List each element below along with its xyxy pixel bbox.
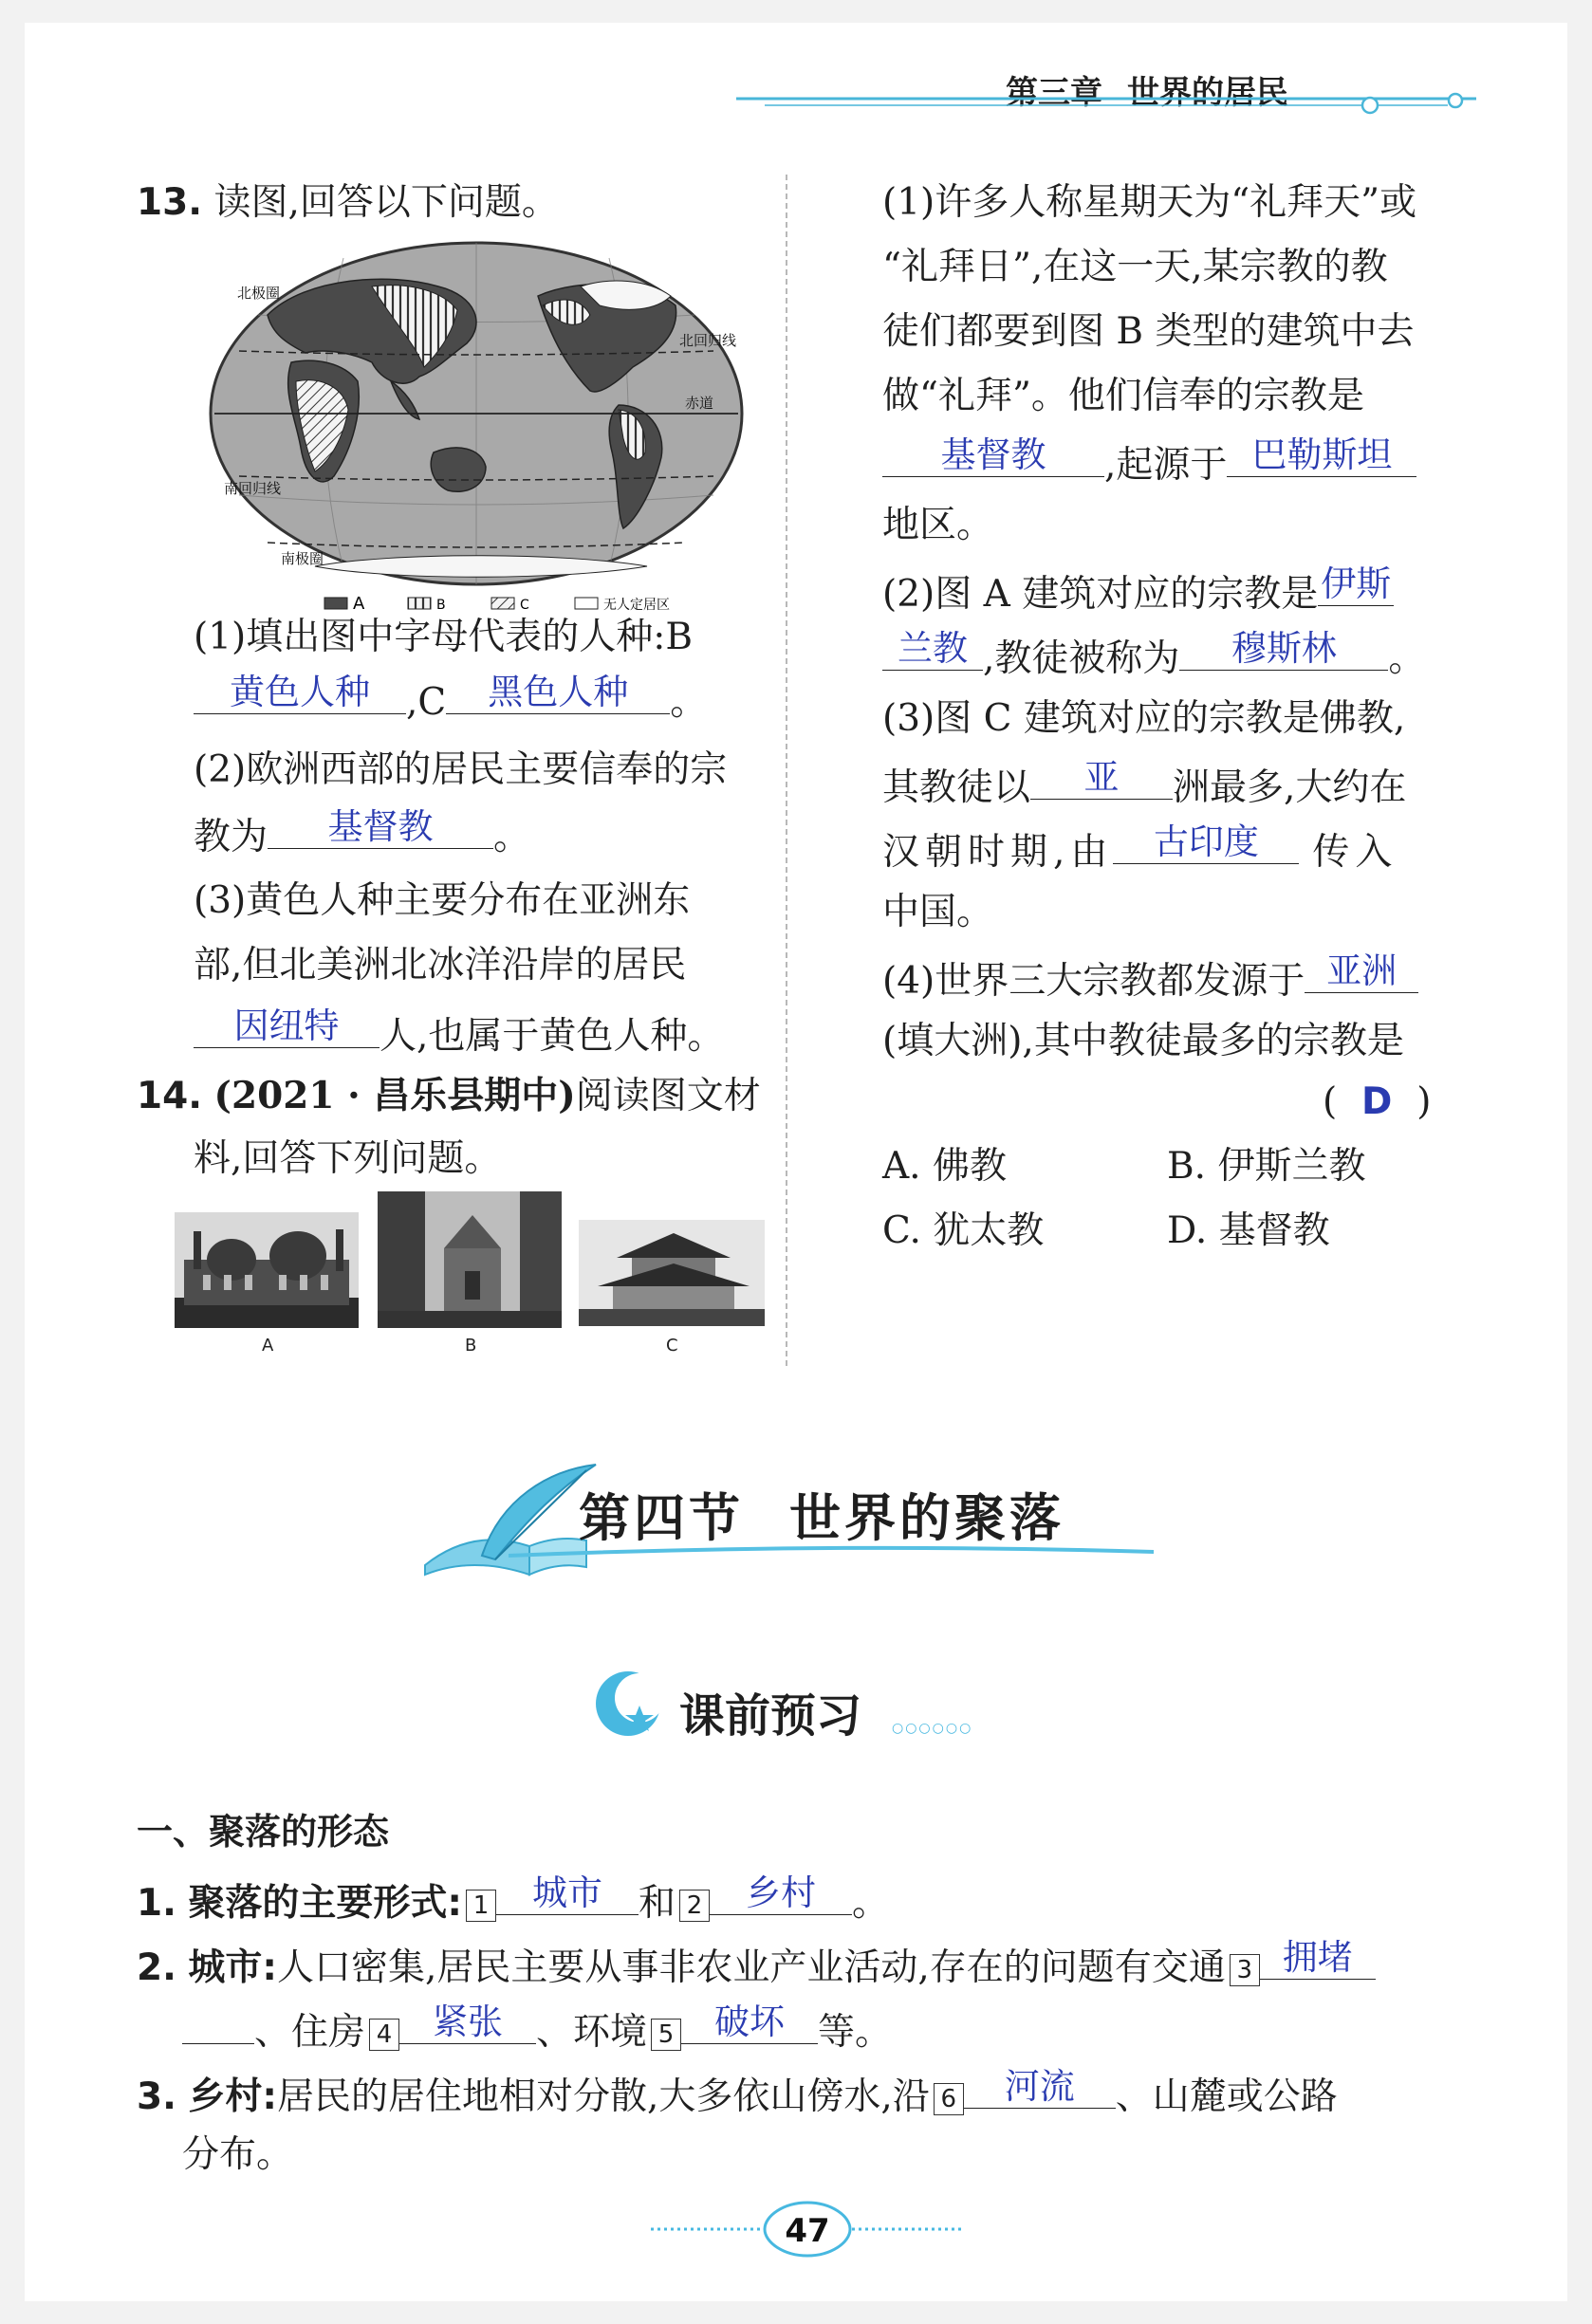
photo-a-label: A [262,1336,274,1356]
q14-number: 14. [137,1075,203,1117]
answer-blank-religion[interactable] [268,806,493,849]
item1-number: 1. [137,1882,176,1925]
section-underline [509,1544,1154,1563]
choice-paren-right: ) [1416,1080,1432,1123]
q14-part1-text1: (1)许多人称星期天为“礼拜天”或 [882,181,1417,224]
q14-part1-line4 [882,375,1364,417]
q14-stem-line1 [137,1074,761,1117]
answer-3: 拥堵 [1282,1937,1353,1978]
photo-c-label: C [666,1336,678,1356]
preview-badge-icon [594,1666,670,1742]
answer-blank-palestine[interactable] [1227,434,1416,477]
answer-blank-c[interactable] [446,672,670,714]
legend-none: 无人定居区 [603,598,670,613]
answer-blank-1[interactable] [496,1872,639,1915]
item2-environment: 、环境 [536,2011,648,2054]
item3-number: 3. [137,2075,176,2118]
q14-part3-line1 [882,697,1406,740]
map-label-antarctic: 南极圈 [281,550,324,567]
q13-part1-line2 [194,672,708,724]
page-number: 47 [785,2212,830,2250]
answer-india: 古印度 [1153,821,1259,862]
q14-part4-text2: (填大洲),其中教徒最多的宗教是 [882,1020,1404,1062]
item3-text: 居民的居住地相对分散,大多依山傍水,沿 [276,2075,930,2118]
blank-number-5: 5 [651,2019,681,2051]
map-legend [324,594,670,614]
answer-blank-christianity[interactable] [882,434,1104,477]
q14-part2-line2 [882,628,1426,680]
legend-b: B [436,598,446,613]
q13-part2-line2 [194,806,531,858]
preview-dots: ○○○○○○ [892,1721,973,1736]
q14-part3-line4 [882,891,994,933]
q14-part2-end: 。 [1388,637,1426,680]
q14-stem-text1: 阅读图文材 [575,1075,761,1117]
option-c[interactable]: C. 犹太教 [882,1209,1045,1252]
q14-part1-line6 [882,504,994,546]
q14-part4-pre: (4)世界三大宗教都发源于 [882,960,1305,1003]
answer-blank-inuit[interactable] [194,1005,379,1048]
blank-number-2: 2 [679,1890,710,1922]
q13-part2-end: 。 [493,816,531,858]
option-b[interactable]: B. 伊斯兰教 [1167,1145,1366,1188]
q13-part3-text1: (3)黄色人种主要分布在亚洲东 [194,879,691,922]
item1-line [137,1872,889,1925]
q14-part2-text: (2)图 A 建筑对应的宗教是 [882,573,1319,616]
column-divider [786,175,787,1366]
world-race-map [201,239,751,617]
q14-source: (2021 · 昌乐县期中) [213,1074,576,1117]
section-heading [579,1478,1064,1551]
answer-blank-5[interactable] [681,2001,818,2044]
q14-part1-mid: ,起源于 [1104,444,1228,487]
answer-christianity: 基督教 [940,434,1046,475]
answer-blank-2[interactable] [710,1872,852,1915]
answer-c: 黑色人种 [488,672,629,712]
workbook-page [25,23,1567,2301]
choice-bracket[interactable] [1323,1080,1432,1123]
answer-blank-4[interactable] [399,2001,536,2044]
answer-1: 城市 [531,1872,602,1913]
answer-blank-b[interactable] [194,672,406,714]
q14-part1-text4: 做“礼拜”。他们信奉的宗教是 [882,375,1364,417]
blank-number-1: 1 [466,1890,496,1922]
q14-part3-line3 [882,821,1398,874]
choice-answer: D [1361,1080,1393,1123]
answer-blank-muslim[interactable] [1179,628,1388,671]
item2-number: 2. [137,1946,176,1989]
answer-blank-islam-a[interactable] [1318,563,1394,606]
q14-part1-text2: “礼拜日”,在这一天,某宗教的教 [882,246,1388,288]
q14-part3-text1: (3)图 C 建筑对应的宗教是佛教, [882,697,1406,740]
q14-part1-text6: 地区。 [882,504,994,546]
answer-4: 紧张 [433,2001,504,2042]
item2-line1 [137,1937,1376,1989]
q14-part4-line2 [882,1020,1404,1062]
q13-part1-line1 [194,616,694,658]
photo-c-temple [579,1220,765,1326]
blank-number-6: 6 [934,2083,964,2115]
item1-and: 和 [638,1882,676,1925]
q14-part3-end2: 传入 [1312,831,1398,874]
map-label-arctic: 北极圈 [237,285,281,302]
answer-blank-3[interactable] [1260,1937,1376,1980]
q14-part3-text4: 中国。 [882,891,994,933]
section-number: 第四节 [579,1487,744,1548]
answer-inuit: 因纽特 [233,1005,340,1046]
q14-part3-pre: 其教徒以 [882,766,1031,809]
option-a[interactable]: A. 佛教 [882,1145,1007,1188]
quill-book-icon [416,1461,605,1584]
item2-end: 等。 [818,2011,893,2054]
q13-part3-line1 [194,879,691,922]
answer-muslim: 穆斯林 [1231,628,1337,669]
answer-asia-continent: 亚洲 [1326,950,1398,991]
item1-label: 聚落的主要形式: [188,1882,462,1925]
map-label-capricorn: 南回归线 [224,480,282,497]
option-d[interactable]: D. 基督教 [1167,1209,1330,1252]
item2-label: 城市: [188,1946,277,1989]
q14-part1-text3: 徒们都要到图 B 类型的建筑中去 [882,310,1415,353]
q14-part2-line1 [882,563,1394,616]
q14-part1-line5 [882,434,1416,487]
photo-b-church [378,1191,562,1328]
item3-label: 乡村: [188,2075,277,2118]
q14-part4-line1 [882,950,1418,1003]
item2-housing: 、住房 [254,2011,366,2054]
item1-end: 。 [851,1882,889,1925]
header-decoration-line [736,91,1495,120]
q14-part3-mid: 洲最多,大约在 [1173,766,1407,809]
answer-islam-b: 兰教 [898,628,968,669]
q13-part2-line1 [194,748,728,791]
answer-asia: 亚 [1083,757,1120,798]
item3-tail: 、山麓或公路 [1115,2075,1338,2118]
item2-text: 人口密集,居民主要从事非农业产业活动,存在的问题有交通 [276,1946,1226,1989]
q13-stem-text: 读图,回答以下问题。 [213,181,559,224]
photo-a-mosque [175,1212,359,1328]
section-name: 世界的聚落 [789,1487,1064,1548]
answer-religion: 基督教 [327,806,434,847]
item2-line2 [182,2001,893,2054]
choice-paren-left: ( [1323,1080,1338,1123]
blank-number-4: 4 [369,2019,399,2051]
answer-blank-asia-continent[interactable] [1305,950,1418,993]
answer-blank-islam-b[interactable] [882,628,983,671]
answer-2: 乡村 [745,1872,816,1913]
answer-blank-3-cont[interactable] [182,2009,254,2044]
answer-6: 河流 [1004,2066,1075,2107]
chapter-number: 第三章 [1006,74,1102,112]
legend-a: A [353,594,365,614]
q13-part3-end: 人,也属于黄色人种。 [379,1015,725,1058]
q13-part1-mid: ,C [406,681,447,724]
map-label-equator: 赤道 [685,395,714,412]
q13-part1-end: 。 [670,681,708,724]
item3-line1 [137,2066,1338,2118]
photo-b-label: B [465,1336,477,1356]
map-label-cancer: 北回归线 [679,332,737,349]
q13-part2-text: (2)欧洲西部的居民主要信奉的宗 [194,748,728,791]
q13-stem [137,181,559,224]
q13-part1-text: (1)填出图中字母代表的人种:B [194,616,694,658]
q13-part3-line3 [194,1005,725,1058]
q14-stem-text2: 料,回答下列问题。 [194,1137,502,1180]
answer-islam-a: 伊斯 [1321,563,1392,604]
part1-heading: 一、聚落的形态 [137,1811,390,1853]
q14-part3-line2 [882,757,1407,809]
q14-part1-line2 [882,246,1388,288]
answer-5: 破坏 [714,2001,786,2042]
chapter-title: 世界的居民 [1127,74,1288,112]
legend-c: C [520,598,529,613]
q13-part3-line2 [194,944,687,987]
q14-part3-pre2: 汉朝时期,由 [882,831,1114,874]
blank-number-3: 3 [1230,1954,1260,1986]
answer-blank-asia[interactable] [1030,757,1173,800]
preview-title: 课前预习 [679,1689,862,1743]
q13-part3-text2: 部,但北美洲北冰洋沿岸的居民 [194,944,687,987]
answer-blank-india[interactable] [1113,821,1299,864]
answer-palestine: 巴勒斯坦 [1251,434,1393,475]
q14-stem-line2 [194,1137,502,1180]
q13-part2-prefix: 教为 [194,816,268,858]
answer-b: 黄色人种 [230,672,370,712]
item3-line2 [182,2133,294,2176]
q14-part1-line3 [882,310,1415,353]
q14-part2-mid: ,教徒被称为 [983,637,1180,680]
item3-text2: 分布。 [182,2133,294,2176]
answer-blank-6[interactable] [964,2066,1116,2109]
q14-part1-line1 [882,181,1417,224]
q13-number: 13. [137,181,203,224]
